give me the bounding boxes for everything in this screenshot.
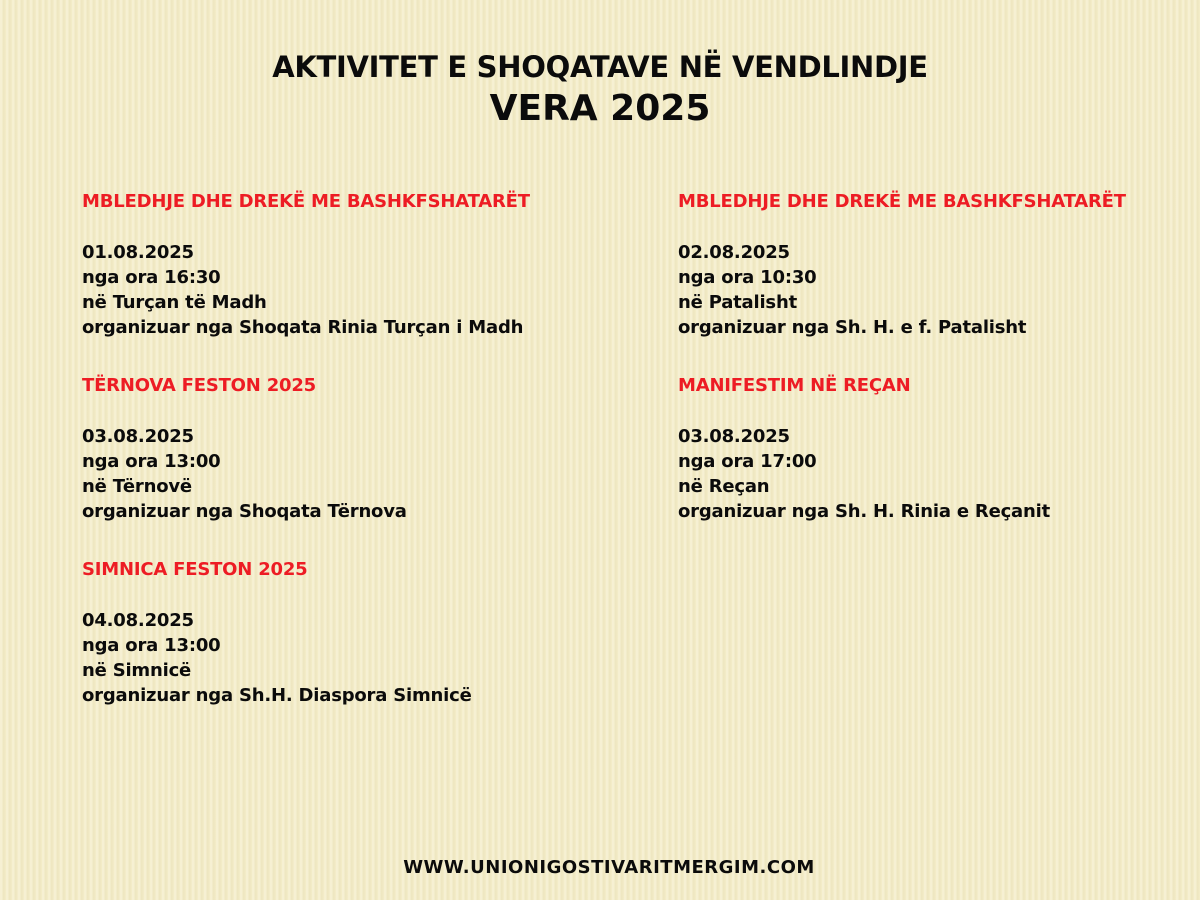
event-organizer: organizuar nga Sh. H. Rinia e Reçanit bbox=[678, 501, 1050, 522]
event-block bbox=[678, 190, 1200, 340]
event-block bbox=[82, 374, 642, 524]
event-place: në Patalisht bbox=[678, 292, 797, 313]
page-title: AKTIVITET E SHOQATAVE NË VENDLINDJE bbox=[272, 50, 928, 84]
event-date: 03.08.2025 bbox=[678, 426, 790, 447]
event-time: nga ora 17:00 bbox=[678, 451, 817, 472]
event-title: MBLEDHJE DHE DREKË ME BASHKFSHATARËT bbox=[82, 191, 530, 212]
event-block bbox=[82, 558, 642, 708]
event-date: 03.08.2025 bbox=[82, 426, 194, 447]
event-title: SIMNICA FESTON 2025 bbox=[82, 559, 308, 580]
event-time: nga ora 13:00 bbox=[82, 635, 221, 656]
event-block bbox=[82, 190, 642, 340]
event-title: MANIFESTIM NË REÇAN bbox=[678, 375, 911, 396]
event-block bbox=[678, 374, 1200, 524]
event-date: 01.08.2025 bbox=[82, 242, 194, 263]
event-place: në Turçan të Madh bbox=[82, 292, 267, 313]
event-place: në Tërnovë bbox=[82, 476, 192, 497]
event-time: nga ora 13:00 bbox=[82, 451, 221, 472]
event-organizer: organizuar nga Shoqata Tërnova bbox=[82, 501, 407, 522]
event-time: nga ora 10:30 bbox=[678, 267, 817, 288]
event-date: 04.08.2025 bbox=[82, 610, 194, 631]
event-place: në Reçan bbox=[678, 476, 770, 497]
event-title: MBLEDHJE DHE DREKË ME BASHKFSHATARËT bbox=[678, 191, 1126, 212]
event-date: 02.08.2025 bbox=[678, 242, 790, 263]
page-subtitle: VERA 2025 bbox=[489, 88, 711, 129]
event-title: TËRNOVA FESTON 2025 bbox=[82, 375, 316, 396]
event-organizer: organizuar nga Sh.H. Diaspora Simnicë bbox=[82, 685, 472, 706]
event-organizer: organizuar nga Sh. H. e f. Patalisht bbox=[678, 317, 1027, 338]
event-organizer: organizuar nga Shoqata Rinia Turçan i Madh bbox=[82, 317, 524, 338]
website-link[interactable]: WWW.UNIONIGOSTIVARITMERGIM.COM bbox=[403, 857, 815, 878]
event-time: nga ora 16:30 bbox=[82, 267, 221, 288]
event-place: në Simnicë bbox=[82, 660, 192, 681]
